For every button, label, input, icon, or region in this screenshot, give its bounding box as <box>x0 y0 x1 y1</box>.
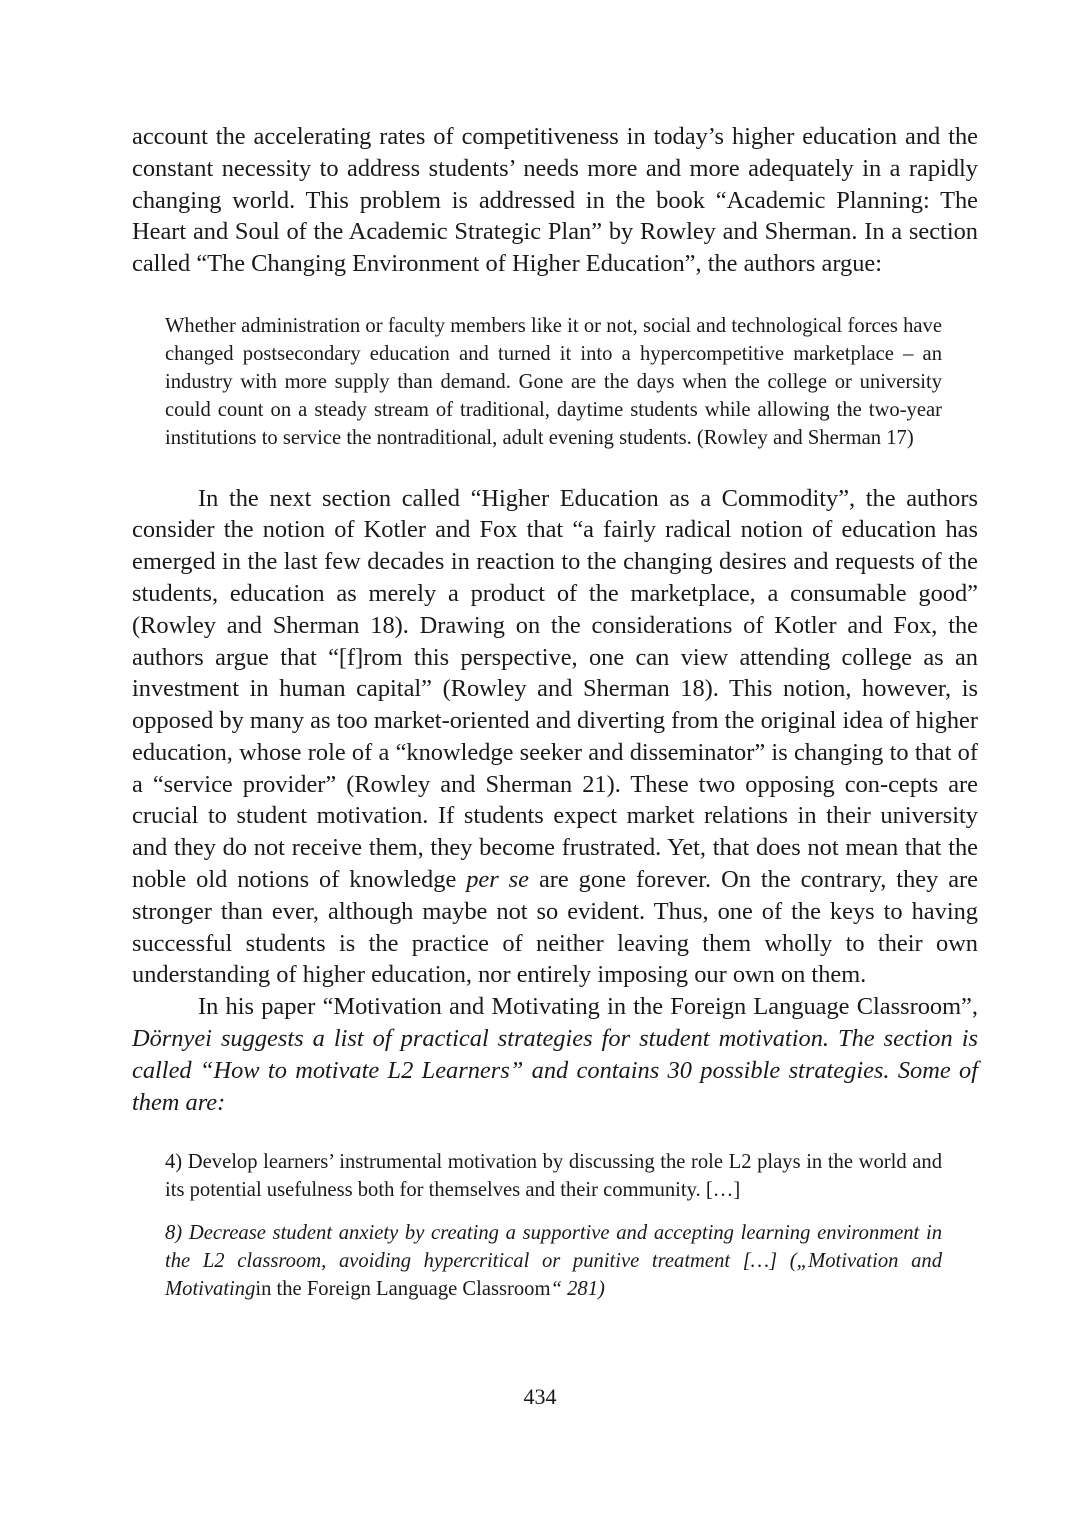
paragraph-intro: account the accelerating rates of competitiveness in today’s higher education and the constant necessity to address students’ needs more and more adequately in a rapidly changing world. This problem is addressed in the book “Academic Planning: The Heart and Soul of the Academic Strategic Plan” by Rowley and Sherman. In a section called “The Changing Environment of Higher Education”, the authors argue: <box>132 123 978 278</box>
strategy-8-roman: in the Foreign Language Classroom <box>255 1278 551 1301</box>
paragraph-commodity-italic: per se <box>466 866 529 894</box>
paragraph-dornyei-roman: In his paper “Motivation and Motivating in the Foreign Language Classroom”, <box>198 993 978 1021</box>
paragraph-commodity-text-b: are gone forever. On the contrary, they are stronger than ever, although maybe not so evident. Thus, one of the keys to having successful students is the practice of neither leaving them wholly to their own understanding of higher education, nor entirely imposing our own on them. <box>132 866 978 989</box>
strategy-8-italic-a: 8) Decrease student anxiety by creating a supportive and accepting learning environment in the L2 classroom, avoiding hypercritical or punitive treatment […] („Motivation and Motivating <box>165 1222 942 1301</box>
paragraph-commodity <box>132 483 978 992</box>
block-quote-strategy-8 <box>165 1220 942 1304</box>
paragraph-dornyei-italic: Dörnyei suggests a list of practical strategies for student motivation. The section is called “How to motivate L2 Learners” and contains 30 possible strategies. Some of them are: <box>132 1025 978 1116</box>
page-body <box>132 121 978 1304</box>
strategy-8-italic-b: “ 281) <box>550 1278 605 1301</box>
page-number: 434 <box>523 1384 557 1409</box>
block-quote-rowley-sherman: Whether administration or faculty members like it or not, social and technological forces have changed postsecondary education and turned it into a hypercompetitive marketplace – an industry with more supply than demand. Gone are the days when the college or university could count on a steady stream of traditional, daytime students while allowing the two-year institutions to service the nontraditional, adult evening students. (Rowley and Sherman 17) <box>165 314 942 449</box>
block-quote-strategy-4: 4) Develop learners’ instrumental motivation by discussing the role L2 plays in the world and its potential usefulness both for themselves and their community. […] <box>165 1151 942 1202</box>
paragraph-dornyei <box>132 991 978 1118</box>
paragraph-commodity-text-a: In the next section called “Higher Education as a Commodity”, the authors consider the notion of Kotler and Fox that “a fairly radical notion of education has emerged in the last few decades in reaction to the changing desires and requests of the students, education as merely a product of the marketplace, a consumable good” (Rowley and Sherman 18). Drawing on the considerations of Kotler and Fox, the authors argue that “[f]rom this perspective, one can view attending college as an investment in human capital” (Rowley and Sherman 18). This notion, however, is opposed by many as too market-oriented and diverting from the original idea of higher education, whose role of a “knowledge seeker and disseminator” is changing to that of a “service provider” (Rowley and Sherman 21). These two opposing con-cepts are crucial to student motivation. If students expect market relations in their university and they do not receive them, they become frustrated. Yet, that does not mean that the noble old notions of knowledge <box>132 484 978 894</box>
